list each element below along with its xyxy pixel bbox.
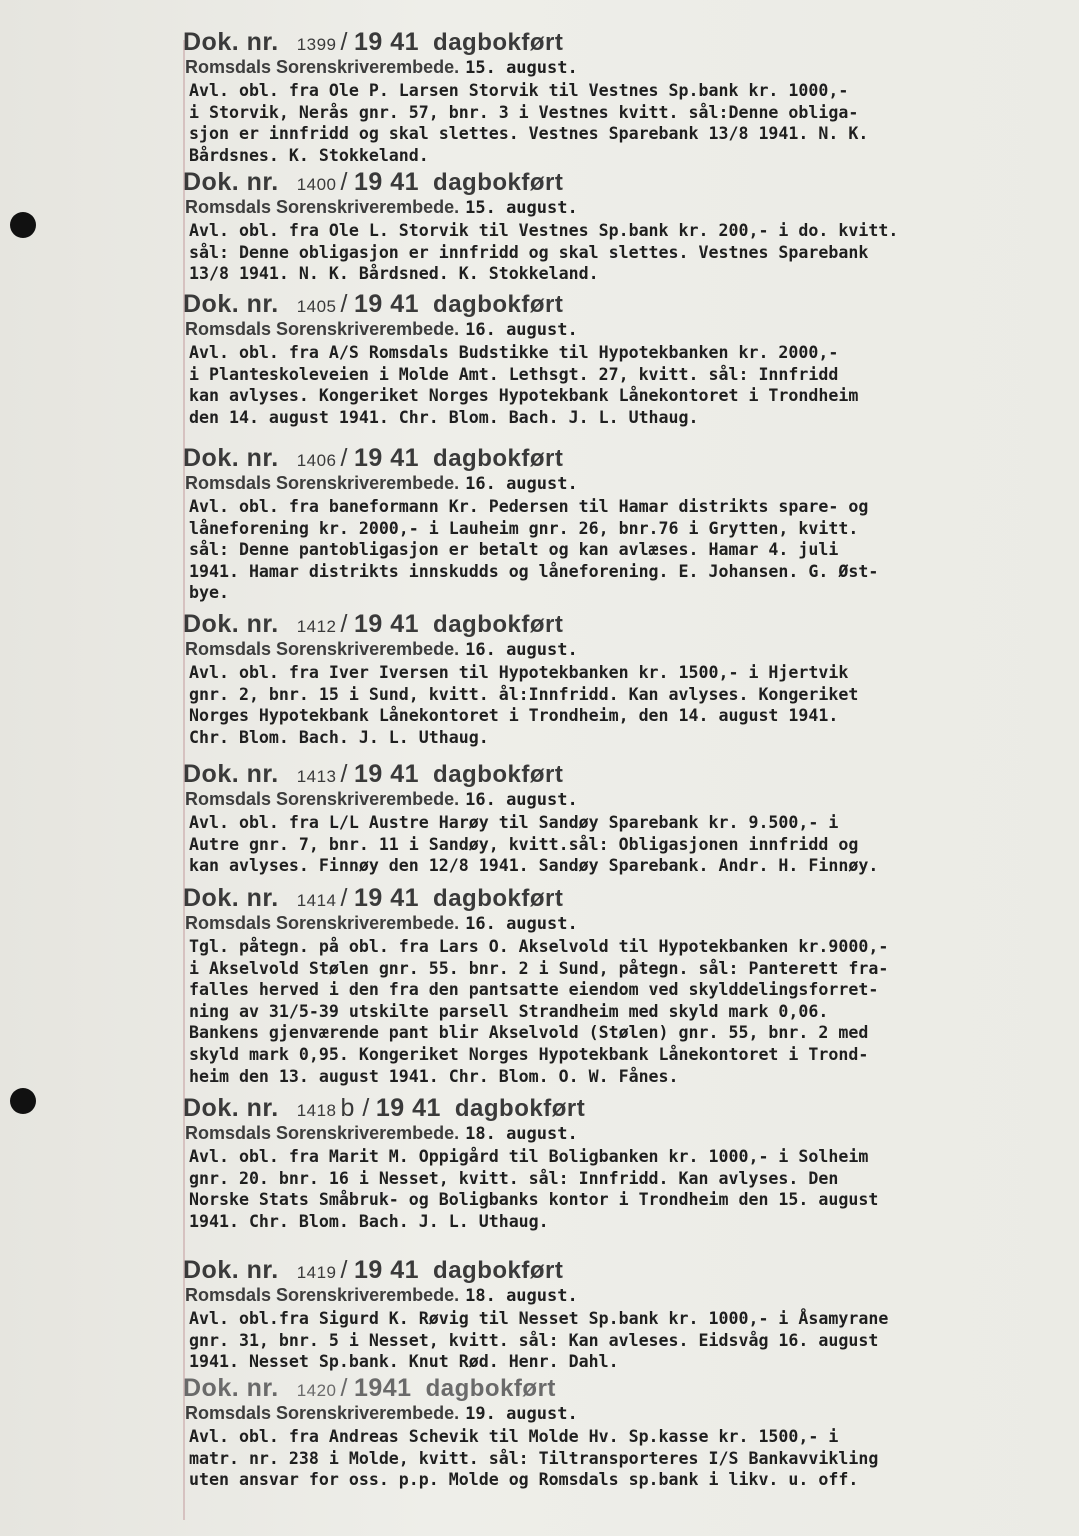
entry-text — [189, 80, 1063, 166]
text-line: i Planteskoleveien i Molde Amt. Lethsgt. 27, kvitt. sål: Innfridd — [189, 364, 839, 384]
text-line: gnr. 31, bnr. 5 i Nesset, kvitt. sål: Kan avleses. Eidsvåg 16. august — [189, 1330, 879, 1350]
document-year: 19 41 — [353, 444, 420, 472]
ledger-entry — [183, 1094, 1063, 1232]
entry-text — [189, 220, 1063, 285]
text-line: låneforening kr. 2000,- i Lauheim gnr. 26, bnr.76 i Grytten, kvitt. — [189, 518, 859, 538]
document-label: Dok. nr. — [183, 444, 279, 472]
text-line: Avl. obl. fra Ole L. Storvik til Vestnes Sp.bank kr. 200,- i do. kvitt. — [189, 221, 899, 240]
document-number: 1413 — [296, 767, 337, 786]
document-year: 1941 — [353, 1374, 412, 1402]
dagbokfort-stamp: dagbokført — [433, 169, 564, 196]
entry-date: 15. august. — [465, 198, 578, 218]
text-line: 1941. Chr. Blom. Bach. J. L. Uthaug. — [189, 1211, 549, 1231]
document-number: 1420 — [296, 1381, 337, 1400]
text-line: Autre gnr. 7, bnr. 11 i Sandøy, kvitt.sål: Obligasjonen innfridd og — [189, 834, 859, 854]
office-stamp — [185, 472, 1063, 494]
document-label: Dok. nr. — [183, 290, 279, 318]
text-line: Bårdsnes. K. Stokkeland. — [189, 145, 429, 165]
text-line: den 14. august 1941. Chr. Blom. Bach. J. L. Uthaug. — [189, 407, 699, 427]
office-stamp — [185, 318, 1063, 340]
document-suffix: / — [340, 1256, 348, 1284]
document-suffix: / — [340, 444, 348, 472]
entry-text — [189, 812, 1063, 877]
dagbokfort-stamp: dagbokført — [433, 29, 564, 56]
text-line: gnr. 2, bnr. 15 i Sund, kvitt. ål:Innfridd. Kan avlyses. Kongeriket — [189, 684, 859, 704]
entry-date: 16. august. — [465, 640, 578, 660]
document-number: 1399 — [296, 35, 337, 54]
document-suffix: b / — [340, 1094, 370, 1122]
office-name: Romsdals Sorenskriverembede. — [185, 1285, 460, 1305]
document-label: Dok. nr. — [183, 1256, 279, 1284]
text-line: heim den 13. august 1941. Chr. Blom. O. W. Fånes. — [189, 1066, 679, 1086]
text-line: Avl. obl. fra Andreas Schevik til Molde Hv. Sp.kasse kr. 1500,- i — [189, 1427, 839, 1446]
document-label: Dok. nr. — [183, 760, 279, 788]
document-year: 19 41 — [353, 884, 420, 912]
office-stamp — [185, 56, 1063, 78]
dagbokfort-stamp: dagbokført — [454, 1095, 586, 1122]
text-line: Avl. obl. fra baneformann Kr. Pedersen til Hamar distrikts spare- og — [189, 497, 869, 516]
text-line: i Storvik, Nerås gnr. 57, bnr. 3 i Vestnes kvitt. sål:Denne obliga- — [189, 102, 859, 122]
entry-date: 18. august. — [465, 1286, 578, 1306]
document-year: 19 41 — [353, 760, 420, 788]
document-number: 1414 — [296, 891, 337, 910]
text-line: Tgl. påtegn. på obl. fra Lars O. Akselvold til Hypotekbanken kr.9000,- — [189, 937, 889, 956]
document-year: 19 41 — [353, 168, 420, 196]
office-stamp — [185, 196, 1063, 218]
document-suffix: / — [340, 760, 348, 788]
office-name: Romsdals Sorenskriverembede. — [185, 197, 460, 217]
document-label: Dok. nr. — [183, 884, 279, 912]
dagbokfort-stamp: dagbokført — [425, 1375, 556, 1402]
dagbokfort-stamp: dagbokført — [433, 1257, 564, 1284]
text-line: skyld mark 0,95. Kongeriket Norges Hypotekbank Lånekontoret i Trond- — [189, 1044, 869, 1064]
text-line: kan avlyses. Finnøy den 12/8 1941. Sandøy Sparebank. Andr. H. Finnøy. — [189, 856, 879, 876]
text-line: Bankens gjenværende pant blir Akselvold (Stølen) gnr. 55, bnr. 2 med — [189, 1023, 869, 1043]
ledger-entry — [183, 444, 1063, 604]
text-line: Avl. obl. fra Ole P. Larsen Storvik til Vestnes Sp.bank kr. 1000,- — [189, 81, 849, 100]
dagbokfort-stamp: dagbokført — [433, 885, 564, 912]
office-stamp — [185, 1122, 1063, 1144]
document-number-heading — [183, 444, 1063, 472]
text-line: Avl. obl.fra Sigurd K. Røvig til Nesset Sp.bank kr. 1000,- i Åsamyrane — [189, 1309, 889, 1328]
text-line: uten ansvar for oss. p.p. Molde og Romsdals sp.bank i likv. u. off. — [189, 1470, 859, 1490]
dagbokfort-stamp: dagbokført — [433, 445, 564, 472]
document-suffix: / — [340, 884, 348, 912]
entry-date: 16. august. — [465, 790, 578, 810]
document-number-heading — [183, 290, 1063, 318]
entry-date: 16. august. — [465, 914, 578, 934]
document-number-heading — [183, 610, 1063, 638]
dagbokfort-stamp: dagbokført — [433, 761, 564, 788]
entry-text — [189, 662, 1063, 748]
text-line: Norges Hypotekbank Lånekontoret i Trondheim, den 14. august 1941. — [189, 706, 839, 726]
text-line: kan avlyses. Kongeriket Norges Hypotekbank Lånekontoret i Trondheim — [189, 386, 859, 406]
document-number-heading — [183, 760, 1063, 788]
text-line: 13/8 1941. N. K. Bårdsned. K. Stokkeland. — [189, 264, 599, 284]
document-number: 1419 — [296, 1263, 337, 1282]
text-line: sål: Denne pantobligasjon er betalt og kan avlæses. Hamar 4. juli — [189, 540, 839, 560]
document-number: 1400 — [296, 175, 337, 194]
document-suffix: / — [340, 28, 348, 56]
document-number: 1406 — [296, 451, 337, 470]
document-suffix: / — [340, 168, 348, 196]
text-line: matr. nr. 238 i Molde, kvitt. sål: Tiltransporteres I/S Bankavvikling — [189, 1448, 879, 1468]
text-line: sål: Denne obligasjon er innfridd og skal slettes. Vestnes Sparebank — [189, 242, 869, 262]
entry-date: 15. august. — [465, 58, 578, 78]
office-stamp — [185, 788, 1063, 810]
document-label: Dok. nr. — [183, 168, 279, 196]
entry-text — [189, 1146, 1063, 1232]
office-name: Romsdals Sorenskriverembede. — [185, 319, 460, 339]
ledger-entry — [183, 1256, 1063, 1373]
entry-date: 19. august. — [465, 1404, 578, 1424]
text-line: sjon er innfridd og skal slettes. Vestnes Sparebank 13/8 1941. N. K. — [189, 124, 869, 144]
office-name: Romsdals Sorenskriverembede. — [185, 789, 460, 809]
office-name: Romsdals Sorenskriverembede. — [185, 1403, 460, 1423]
document-year: 19 41 — [375, 1094, 441, 1122]
text-line: 1941. Nesset Sp.bank. Knut Rød. Henr. Dahl. — [189, 1352, 619, 1372]
text-line: Avl. obl. fra L/L Austre Harøy til Sandøy Sparebank kr. 9.500,- i — [189, 813, 839, 832]
ledger-entry — [183, 290, 1063, 428]
entry-text — [189, 1426, 1063, 1491]
document-number: 1412 — [296, 617, 337, 636]
document-label: Dok. nr. — [183, 28, 279, 56]
document-number: 1405 — [296, 297, 337, 316]
office-name: Romsdals Sorenskriverembede. — [185, 1123, 460, 1143]
entry-text — [189, 342, 1063, 428]
document-suffix: / — [340, 610, 348, 638]
text-line: Chr. Blom. Bach. J. L. Uthaug. — [189, 727, 489, 747]
document-year: 19 41 — [353, 610, 420, 638]
document-number: 1418 — [296, 1101, 337, 1120]
text-line: ning av 31/5-39 utskilte parsell Strandheim med skyld mark 0,06. — [189, 1001, 829, 1021]
text-line: 1941. Hamar distrikts innskudds og låneforening. E. Johansen. G. Øst- — [189, 561, 879, 581]
office-name: Romsdals Sorenskriverembede. — [185, 473, 460, 493]
office-name: Romsdals Sorenskriverembede. — [185, 639, 460, 659]
document-year: 19 41 — [353, 290, 420, 318]
punch-hole — [10, 1088, 36, 1114]
ledger-entry — [183, 168, 1063, 285]
document-number-heading — [183, 1094, 1063, 1122]
ledger-entry — [183, 28, 1063, 166]
ledger-entry — [183, 1374, 1063, 1491]
document-year: 19 41 — [353, 28, 420, 56]
entry-text — [189, 1308, 1063, 1373]
office-stamp — [185, 1402, 1063, 1424]
text-line: Avl. obl. fra Marit M. Oppigård til Boligbanken kr. 1000,- i Solheim — [189, 1147, 869, 1166]
entry-date: 18. august. — [465, 1124, 578, 1144]
entry-date: 16. august. — [465, 474, 578, 494]
entry-date: 16. august. — [465, 320, 578, 340]
text-line: falles herved i den fra den pantsatte eiendom ved skylddelingsforret- — [189, 980, 879, 1000]
punch-hole — [10, 212, 36, 238]
ledger-entry — [183, 610, 1063, 748]
entry-text — [189, 496, 1063, 604]
document-label: Dok. nr. — [183, 1374, 279, 1402]
document-label: Dok. nr. — [183, 1094, 279, 1122]
text-line: Avl. obl. fra A/S Romsdals Budstikke til Hypotekbanken kr. 2000,- — [189, 343, 839, 362]
dagbokfort-stamp: dagbokført — [433, 291, 564, 318]
document-number-heading — [183, 168, 1063, 196]
office-stamp — [185, 638, 1063, 660]
text-line: gnr. 20. bnr. 16 i Nesset, kvitt. sål: Innfridd. Kan avlyses. Den — [189, 1168, 839, 1188]
entry-text — [189, 936, 1063, 1087]
text-line: Norske Stats Småbruk- og Boligbanks kontor i Trondheim den 15. august — [189, 1190, 879, 1210]
office-name: Romsdals Sorenskriverembede. — [185, 913, 460, 933]
office-name: Romsdals Sorenskriverembede. — [185, 57, 460, 77]
ledger-entry — [183, 760, 1063, 877]
ledger-entry — [183, 884, 1063, 1087]
text-line: Avl. obl. fra Iver Iversen til Hypotekbanken kr. 1500,- i Hjertvik — [189, 663, 849, 682]
text-line: bye. — [189, 583, 229, 603]
document-number-heading — [183, 1374, 1063, 1402]
document-suffix: / — [340, 290, 348, 318]
office-stamp — [185, 912, 1063, 934]
document-number-heading — [183, 1256, 1063, 1284]
dagbokfort-stamp: dagbokført — [433, 611, 564, 638]
document-number-heading — [183, 884, 1063, 912]
document-number-heading — [183, 28, 1063, 56]
office-stamp — [185, 1284, 1063, 1306]
document-year: 19 41 — [353, 1256, 420, 1284]
text-line: i Akselvold Stølen gnr. 55. bnr. 2 i Sund, påtegn. sål: Panterett fra- — [189, 958, 889, 978]
document-label: Dok. nr. — [183, 610, 279, 638]
document-suffix: / — [340, 1374, 348, 1402]
